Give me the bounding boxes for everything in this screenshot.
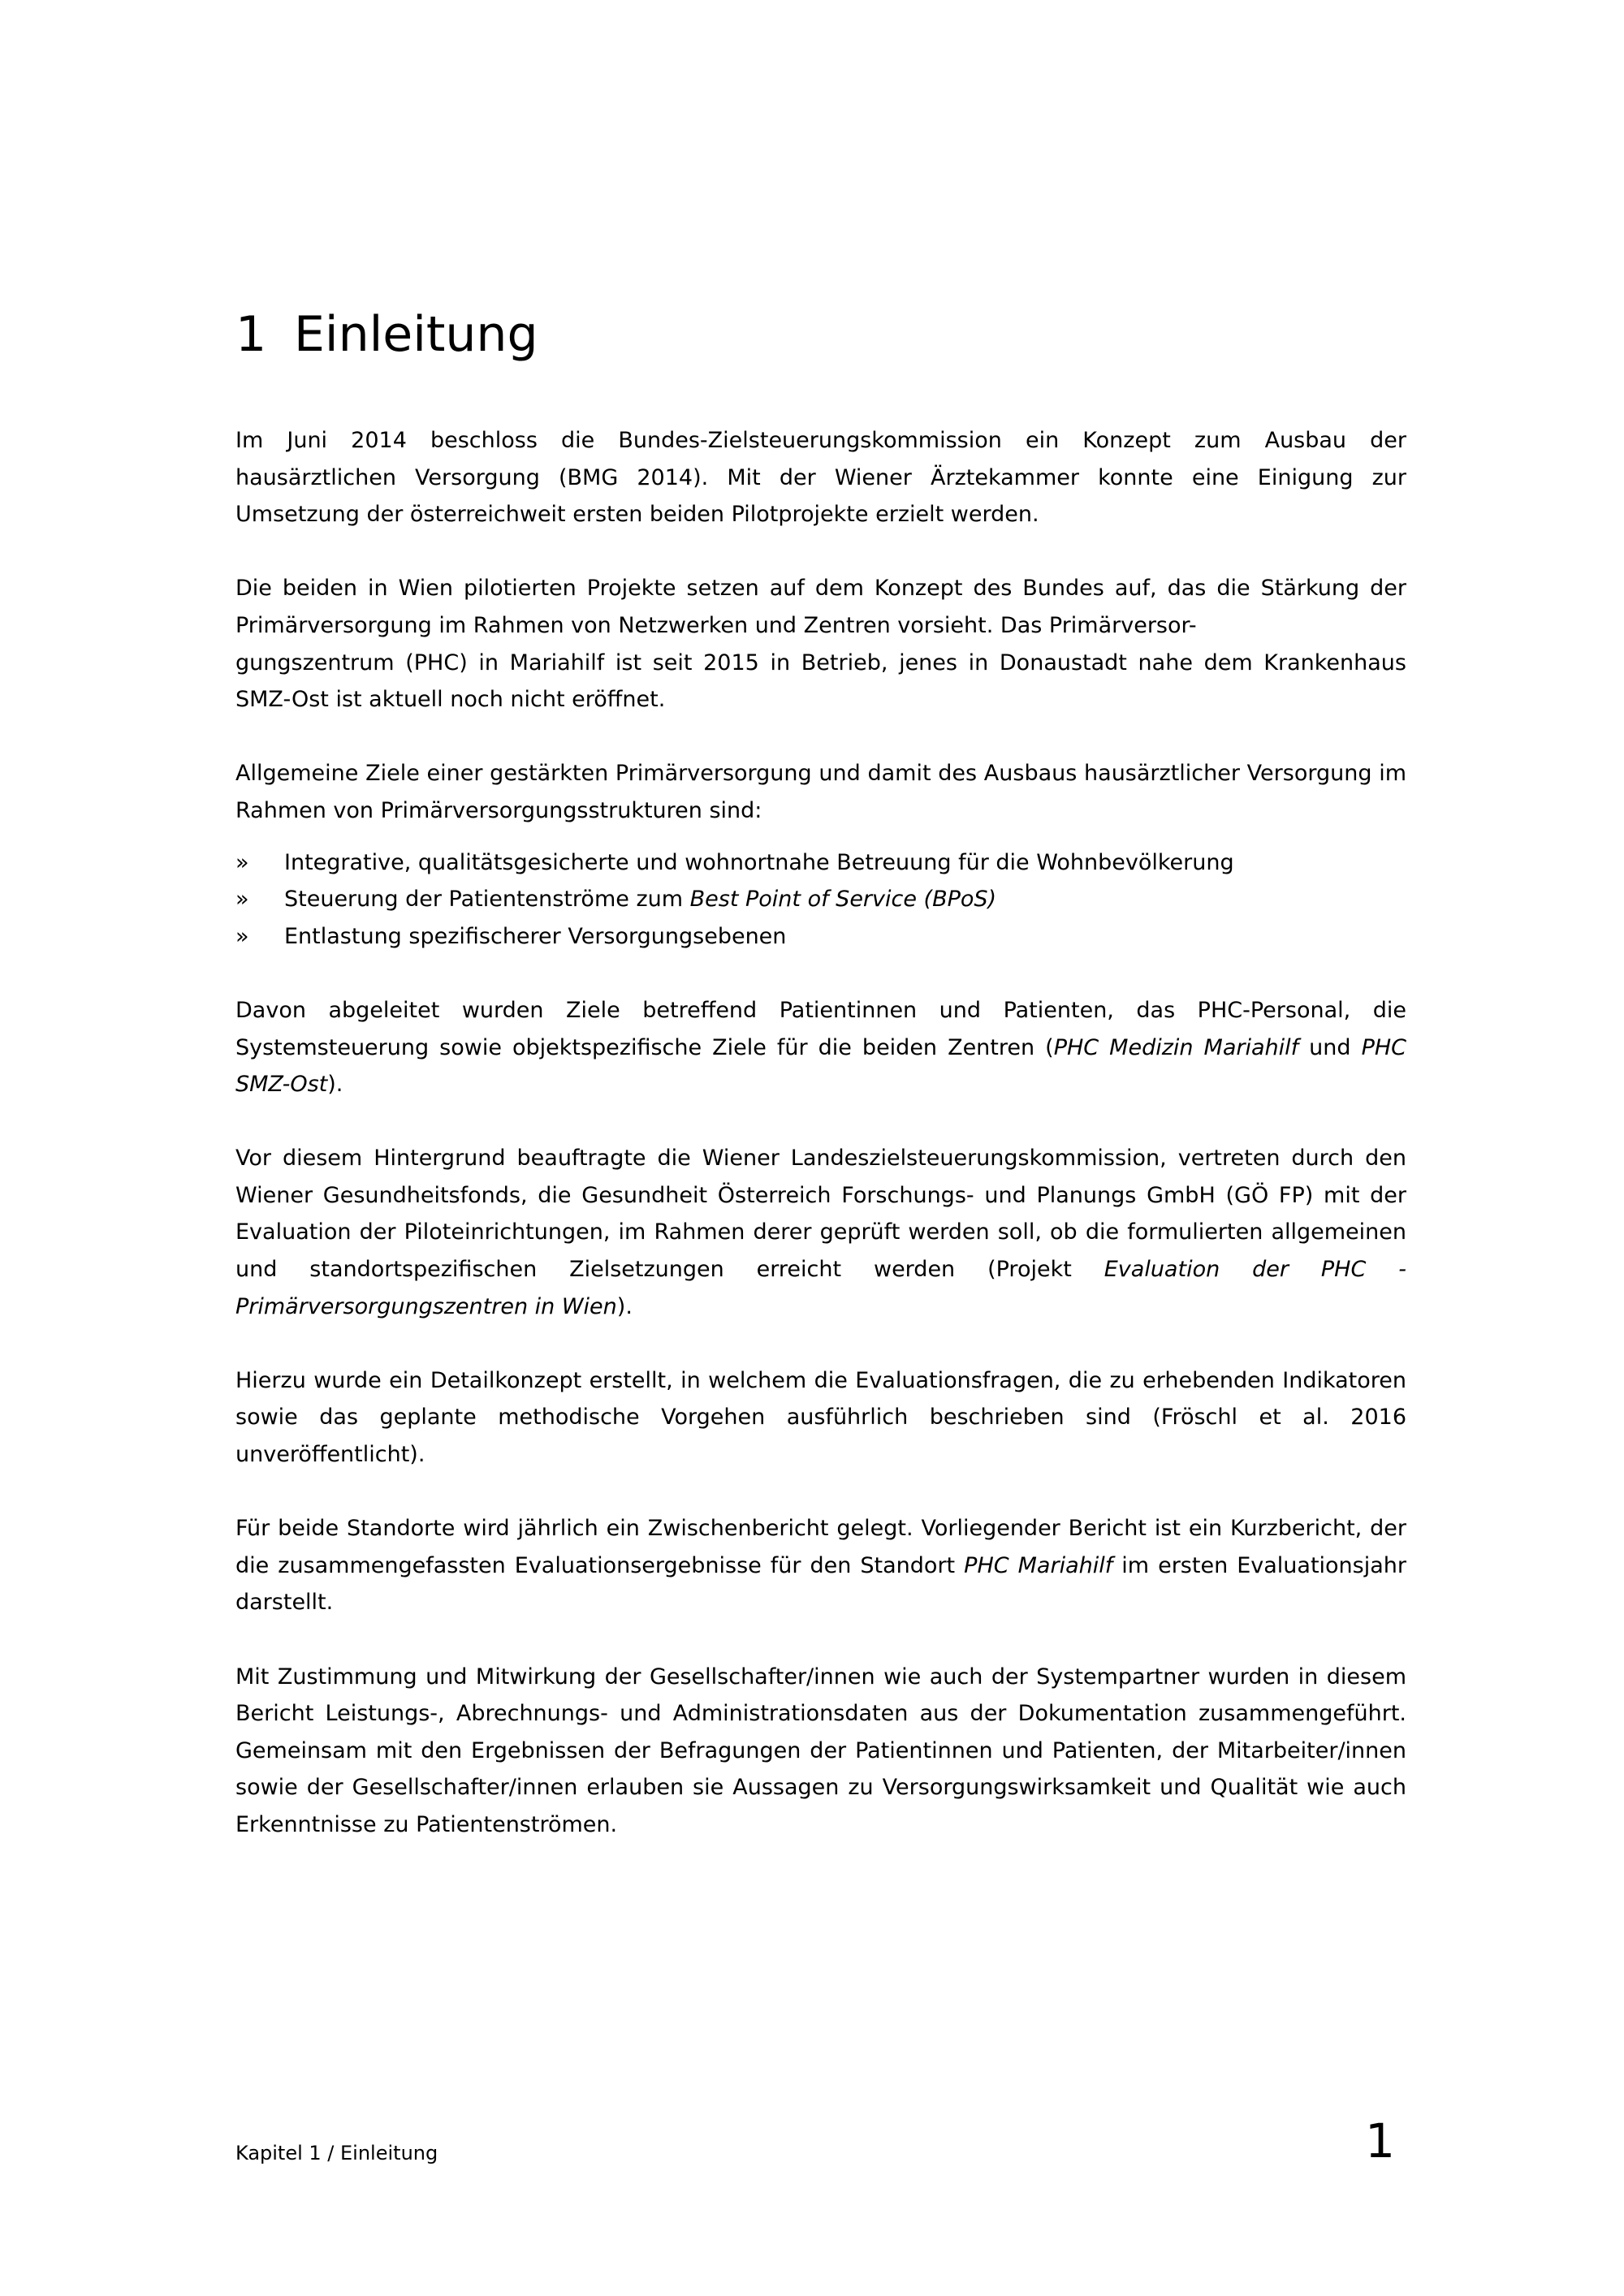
paragraph-5-text: Vor diesem Hintergrund beauftragte die Wiener Landeszielsteuerungskommission, vertreten durch den Wiener Gesundheitsfonds, die Gesundheit Österreich Forschungs- und Planungs GmbH (GÖ FP) mit der Evaluation der Piloteinrichtungen, im Rahmen derer geprüft werden soll, ob die formulierten allgemeinen und standortspezifischen Zielsetzungen erreicht werden (Projekt	[235, 1146, 1406, 1283]
bullet-marker: »	[235, 887, 249, 913]
list-item	[235, 918, 1406, 956]
chapter-title: Einleitung	[294, 306, 538, 363]
paragraph-5-text: ).	[616, 1293, 633, 1319]
bullet-marker: »	[235, 923, 249, 949]
list-item-text: Entlastung spezifischerer Versorgungsebenen	[284, 923, 787, 949]
paragraph-7-text: im ersten Evaluationsjahr darstellt.	[235, 1552, 1406, 1616]
chapter-heading	[235, 302, 538, 367]
paragraph-4-emphasis: PHC Medizin Mariahilf	[1053, 1034, 1299, 1060]
paragraph-5	[235, 1140, 1406, 1325]
goals-list	[235, 844, 1406, 956]
paragraph-4-text: Davon abgeleitet wurden Ziele betreffend Patientinnen und Patienten, das PHC-Personal, die Systemsteuerung sowie objektspezifische Ziele für die beiden Zentren (	[235, 997, 1406, 1060]
paragraph-7-emphasis: PHC Mariahilf	[964, 1552, 1113, 1578]
paragraph-2	[235, 570, 1406, 718]
paragraph-4-text: ).	[327, 1072, 343, 1098]
bullet-marker: »	[235, 849, 249, 875]
paragraph-1: Im Juni 2014 beschloss die Bundes-Zielsteuerungskommission ein Konzept zum Ausbau der hausärztlichen Versorgung (BMG 2014). Mit der Wiener Ärztekammer konnte eine Einigung zur Umsetzung der österreichweit ersten beiden Pilotprojekte erzielt werden.	[235, 428, 1406, 528]
list-item-text: Steuerung der Patientenströme zum	[284, 887, 690, 913]
footer-chapter-label: Kapitel 1 / Einleitung	[235, 2142, 438, 2164]
paragraph-2-part-2: gungszentrum (PHC) in Mariahilf ist seit 2015 in Betrieb, jenes in Donaustadt nahe dem Krankenhaus SMZ-Ost ist aktuell noch nicht eröffnet.	[235, 650, 1406, 713]
list-item-text: Integrative, qualitätsgesicherte und wohnortnahe Betreuung für die Wohnbevölkerung	[284, 849, 1234, 875]
list-item	[235, 881, 1406, 918]
paragraph-4	[235, 992, 1406, 1103]
list-item	[235, 844, 1406, 882]
body-text	[235, 422, 1406, 1880]
paragraph-5-emphasis: Evaluation der PHC - Primärversorgungszentren in Wien	[235, 1257, 1406, 1319]
paragraph-2-part-1: Die beiden in Wien pilotierten Projekte setzen auf dem Konzept des Bundes auf, das die Stärkung der Primärversorgung im Rahmen von Netzwerken und Zentren vorsieht. Das Primärversor-	[235, 576, 1406, 638]
page-number: 1	[1365, 2113, 1395, 2169]
paragraph-4-text: und	[1298, 1034, 1362, 1060]
paragraph-6: Hierzu wurde ein Detailkonzept erstellt, in welchem die Evaluationsfragen, die zu erhebenden Indikatoren sowie das geplante methodische Vorgehen ausführlich beschrieben sind (Fröschl et al. 2016 unveröffentlicht).	[235, 1367, 1406, 1468]
paragraph-8: Mit Zustimmung und Mitwirkung der Gesellschafter/innen wie auch der Systempartner wurden in diesem Bericht Leistungs-, Abrechnungs- und Administrationsdaten aus der Dokumentation zusammengeführt. Gemeinsam mit den Ergebnissen der Befragungen der Patientinnen und Patienten, der Mitarbeiter/innen sowie der Gesellschafter/innen erlauben sie Aussagen zu Versorgungswirksamkeit und Qualität wie auch Erkenntnisse zu Patientenströmen.	[235, 1664, 1406, 1837]
paragraph-4-emphasis: PHC SMZ-Ost	[235, 1034, 1407, 1098]
paragraph-7	[235, 1510, 1406, 1621]
paragraph-3: Allgemeine Ziele einer gestärkten Primärversorgung und damit des Ausbaus hausärztlicher Versorgung im Rahmen von Primärversorgungsstrukturen sind:	[235, 761, 1406, 823]
list-item-emphasis: Best Point of Service (BPoS)	[689, 887, 997, 913]
paragraph-7-text: Für beide Standorte wird jährlich ein Zwischenbericht gelegt. Vorliegender Bericht ist ein Kurzbericht, der die zusammengefassten Evaluationsergebnisse für den Standort	[235, 1516, 1406, 1578]
chapter-number: 1	[235, 306, 267, 363]
